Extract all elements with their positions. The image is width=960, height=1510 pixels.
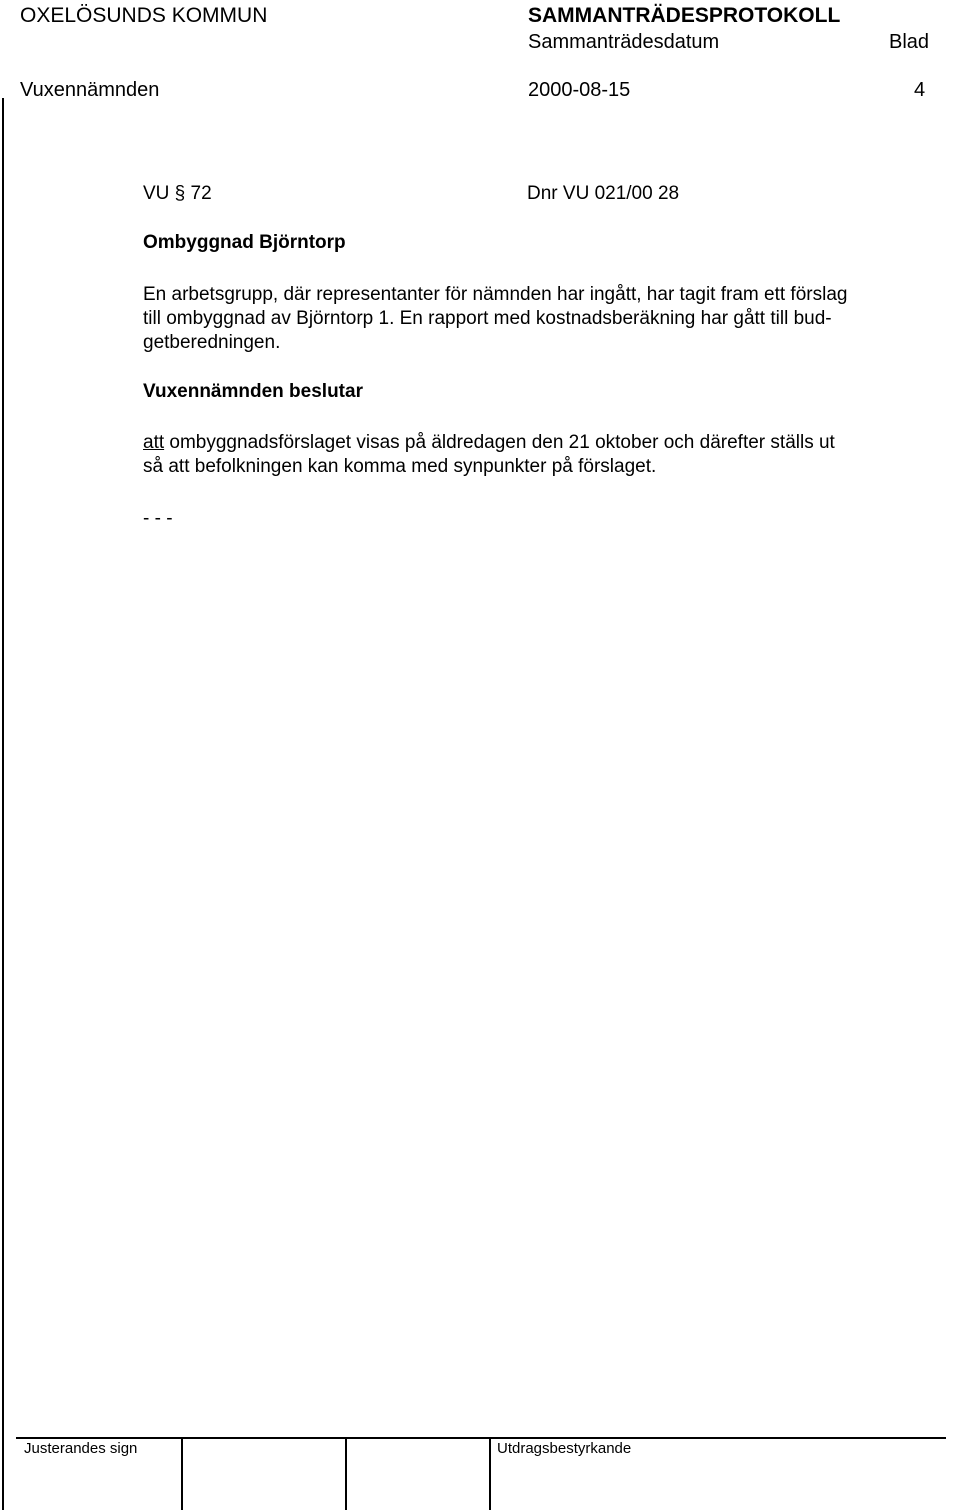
page-number: 4 bbox=[914, 79, 926, 101]
body-line-3: getberedningen. bbox=[143, 332, 281, 353]
footer-divider-2 bbox=[345, 1437, 347, 1510]
sign-label: Justerandes sign bbox=[24, 1440, 138, 1457]
decision-line-2: så att befolkningen kan komma med synpunkter på förslaget. bbox=[143, 456, 657, 477]
certification-label: Utdragsbestyrkande bbox=[497, 1440, 632, 1457]
footer-divider-3 bbox=[489, 1437, 491, 1510]
date-label: Sammanträdesdatum bbox=[528, 31, 720, 53]
decision-line-1-text: ombyggnadsförslaget visas på äldredagen den 21 oktober och därefter ställs ut bbox=[164, 432, 835, 453]
paragraph-id: VU § 72 bbox=[143, 183, 212, 204]
page-label: Blad bbox=[889, 31, 930, 53]
body-line-2: till ombyggnad av Björntorp 1. En rapport med kostnadsberäkning har gått till bud- bbox=[143, 308, 832, 329]
end-marker: - - - bbox=[143, 508, 173, 529]
decision-heading: Vuxennämnden beslutar bbox=[143, 381, 363, 402]
committee-name: Vuxennämnden bbox=[20, 79, 160, 101]
left-margin-rule bbox=[2, 98, 4, 1510]
dnr-number: Dnr VU 021/00 28 bbox=[527, 183, 680, 204]
decision-att: att bbox=[143, 432, 165, 453]
section-title: Ombyggnad Björntorp bbox=[143, 232, 346, 253]
document-type: SAMMANTRÄDESPROTOKOLL bbox=[528, 4, 841, 27]
body-line-1: En arbetsgrupp, där representanter för nämnden har ingått, har tagit fram ett förslag bbox=[143, 284, 848, 305]
organization-name: OXELÖSUNDS KOMMUN bbox=[20, 4, 268, 27]
footer-divider-1 bbox=[181, 1437, 183, 1510]
meeting-date: 2000-08-15 bbox=[528, 79, 631, 101]
decision-line-1 bbox=[143, 431, 835, 455]
footer-top-rule bbox=[16, 1437, 946, 1439]
